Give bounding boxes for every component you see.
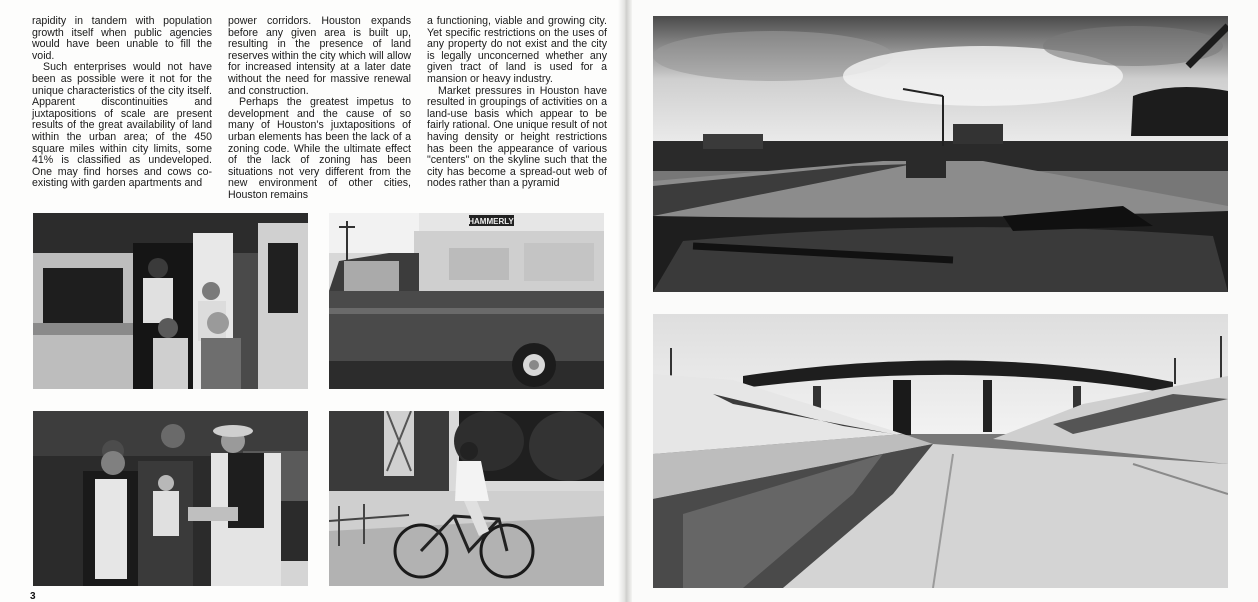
book-gutter [618, 0, 632, 602]
right-page [632, 0, 1258, 602]
photo-bicycle-rider [329, 411, 604, 586]
text-column-3 [427, 16, 607, 190]
photo-bayou-overpass [653, 314, 1228, 588]
street-sign-text: HAMMERLY [468, 217, 514, 226]
paragraph: Such enterprises would not have been as possible were it not for the unique characteristics of the city itself. Apparent discontinuities and juxtapositions of scale are present results of the great availability of land within the urban area; of the 450 square miles within city limits, some 41% is classified as undeveloped. One may find horses and cows co-existing with garden apartments and [32, 61, 212, 190]
paragraph: Perhaps the greatest impetus to development and the cause of so many of Houston's juxtapositions of urban elements has been the lack of a zoning code. While the ultimate effect of the lack of zoning has been situations not very different from the new environment of other cities, Houston remains [228, 96, 411, 201]
photo-family-outdoors [33, 411, 308, 586]
left-page [0, 0, 622, 602]
paragraph: power corridors. Houston expands before any given area is built up, resulting in the presence of land reserves within the city which will allow for increased intensity at a later date without the need for massive renewal and construction. [228, 15, 411, 97]
text-column-2 [228, 16, 411, 202]
photo-pickup-truck [329, 213, 604, 389]
text-column-1 [32, 16, 212, 190]
photo-family-doorway [33, 213, 308, 389]
paragraph: rapidity in tandem with population growth itself when public agencies would have been unable to fill the void. [32, 15, 212, 62]
page-number: 3 [30, 591, 36, 602]
paragraph: Market pressures in Houston have resulted in groupings of activities on a land-use basis which appear to be fairly rational. One unique result of not having density or height restrictions has been the appearance of various "centers" on the skyline such that the city has become a spread-out web of nodes rather than a pyramid [427, 84, 607, 190]
photo-highway-windshield [653, 16, 1228, 292]
paragraph: a functioning, viable and growing city. Yet specific restrictions on the uses of any property do not exist and the city is legally unconcerned whether any given tract of land is used for a mansion or heavy industry. [427, 15, 607, 85]
